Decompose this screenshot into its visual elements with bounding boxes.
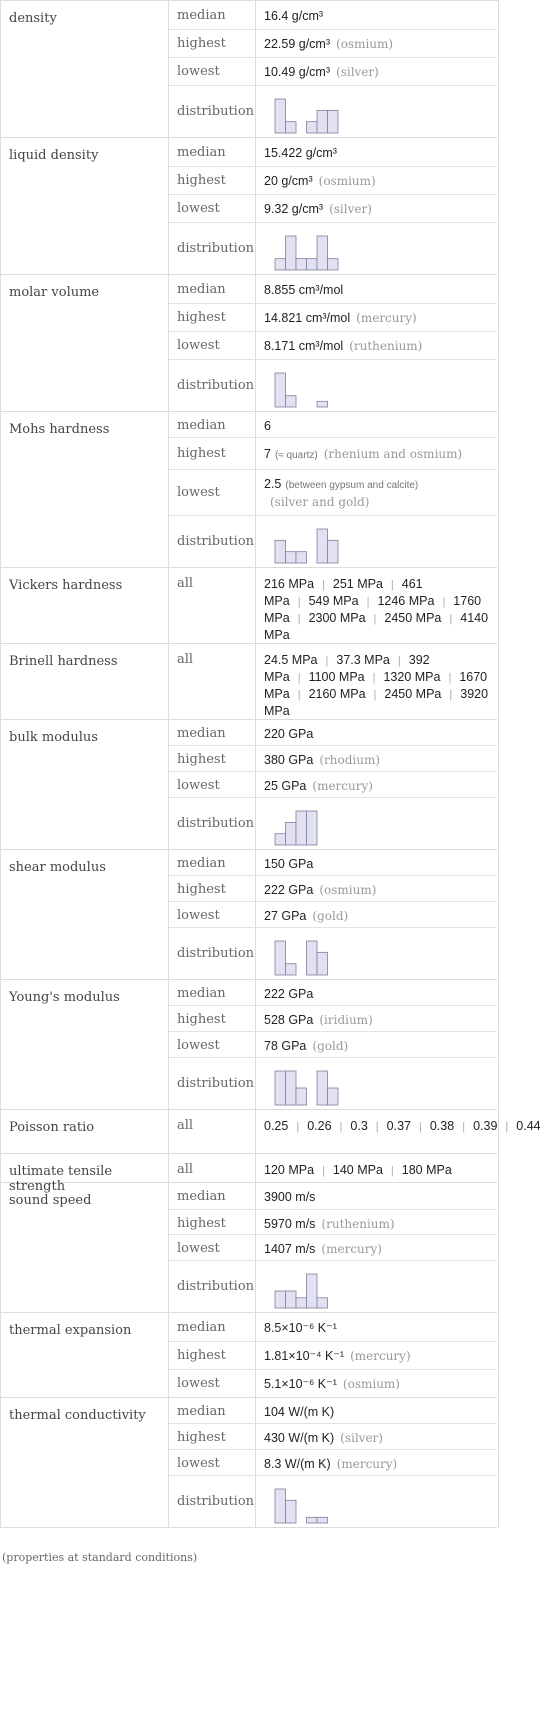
value-source: (mercury) [321,1242,382,1256]
value-separator: | [297,613,301,625]
value-text: 22.59 g/cm³ [264,37,331,51]
value-separator: | [373,689,377,701]
property-name: thermal expansion [9,1323,132,1338]
value-item: 24.5 MPa [264,653,318,667]
value-text: 1.81×10⁻⁴ K⁻¹ [264,1349,345,1363]
sub-label: highest [177,752,226,767]
value-text: 8.3 W/(m K) [264,1457,331,1471]
value-text: 222 GPa [264,883,314,897]
value-source: (ruthenium) [321,1217,395,1231]
sub-label: median [177,1319,226,1335]
value-text: 5970 m/s [264,1217,316,1231]
value-separator: | [462,1121,466,1133]
value-item: 0.37 [386,1119,411,1133]
sub-label: median [177,856,226,871]
value-text: 8.171 cm³/mol [264,339,344,353]
value-text: 222 GPa [264,987,314,1001]
property-name: Brinell hardness [9,654,118,669]
value-item: 1246 MPa [377,594,435,608]
sub-label: highest [177,1012,226,1027]
value-separator: | [322,579,325,591]
value-item: 0.44 [516,1119,541,1133]
value-separator: | [297,689,301,701]
value-source: (rhodium) [319,753,381,767]
sub-label: distribution [177,104,255,119]
sub-label: distribution [177,946,255,961]
value-source: (osmium) [319,883,377,897]
property-name: Mohs hardness [9,422,110,437]
value-item: 1670 MPa [264,670,488,701]
value-separator: | [505,1121,509,1133]
value-text: 2.5 [264,477,282,491]
sub-label: lowest [177,908,220,923]
property-name: bulk modulus [9,730,98,745]
sub-label: median [177,281,226,297]
value-text: 7 [264,447,271,461]
value-text: 430 W/(m K) [264,1431,335,1445]
value-text: 10.49 g/cm³ [264,65,331,79]
sub-label: highest [177,1216,226,1231]
sub-label: distribution [177,1494,255,1509]
sub-label: median [177,1189,226,1204]
value-source: (silver and gold) [270,495,370,509]
value-separator: | [296,1121,300,1133]
sub-label: all [177,576,194,591]
value-source: (silver) [329,202,372,216]
value-item: 3920 MPa [264,687,489,718]
value-text: 20 g/cm³ [264,174,313,188]
sub-label: highest [177,1430,226,1445]
value-separator: | [442,596,446,608]
value-separator: | [375,1121,379,1133]
value-text: 8.855 cm³/mol [264,282,344,297]
value-item: 2450 MPa [384,611,442,625]
value-item: 251 MPa [332,577,383,591]
property-name: sound speed [9,1193,92,1208]
property-name: thermal conductivity [9,1408,146,1423]
value-qualifier: (between gypsum and calcite) [285,480,419,491]
sub-label: distribution [177,241,255,256]
sub-label: lowest [177,64,220,79]
sub-label: distribution [177,816,255,831]
sub-label: median [177,726,226,741]
value-text: 220 GPa [264,727,314,741]
value-item: 1760 MPa [264,594,482,625]
value-item: 0.39 [473,1119,498,1133]
property-name: density [9,11,57,26]
value-source: (rhenium and osmium) [323,447,463,461]
value-text: 15.422 g/cm³ [264,145,337,160]
value-separator: | [325,655,329,667]
value-separator: | [397,655,401,667]
sub-label: highest [177,36,226,51]
value-text: 6 [264,419,271,433]
value-source: (mercury) [312,779,373,793]
value-item: 2450 MPa [384,687,442,701]
sub-label: lowest [177,338,220,353]
value-source: (iridium) [319,1013,373,1027]
sub-label: distribution [177,378,255,393]
value-item: 1320 MPa [383,670,441,684]
value-text: 3900 m/s [264,1190,316,1204]
value-text: 5.1×10⁻⁶ K⁻¹ [264,1377,337,1391]
value-text: 78 GPa [264,1039,307,1053]
sub-label: distribution [177,1076,255,1091]
value-qualifier: (≈ quartz) [274,450,318,461]
value-item: 0.25 [264,1119,289,1133]
value-item: 2300 MPa [308,611,366,625]
value-item: 0.3 [350,1119,368,1133]
value-source: (gold) [312,1039,349,1053]
sub-label: lowest [177,778,220,793]
value-separator: | [339,1121,343,1133]
value-source: (gold) [312,909,349,923]
footer-note: (properties at standard conditions) [2,1551,198,1564]
value-item: 2160 MPa [308,687,366,701]
value-item: 549 MPa [308,594,359,608]
value-item: 216 MPa [264,577,315,591]
value-item: 0.26 [307,1119,332,1133]
value-source: (mercury) [356,311,417,325]
value-source: (osmium) [342,1377,400,1391]
value-item: 37.3 MPa [336,653,390,667]
sub-label: distribution [177,1279,255,1294]
value-text: 1407 m/s [264,1242,316,1256]
sub-label: median [177,1404,226,1419]
value-item: 0.38 [429,1119,455,1133]
value-separator: | [297,596,301,608]
sub-label: all [177,1162,194,1177]
value-separator: | [373,613,377,625]
value-source: (silver) [336,65,379,79]
sub-label: median [177,7,226,23]
value-source: (osmium) [318,174,376,188]
sub-label: highest [177,882,226,897]
value-separator: | [419,1121,422,1133]
value-separator: | [390,1165,394,1177]
sub-label: lowest [177,1241,220,1256]
sub-label: median [177,418,226,433]
value-item: 392 MPa [264,653,430,684]
value-text: 14.821 cm³/mol [264,311,351,325]
property-name: Young's modulus [9,990,120,1005]
property-name: Poisson ratio [9,1120,95,1135]
value-separator: | [372,672,376,684]
value-text: 8.5×10⁻⁶ K⁻¹ [264,1320,337,1335]
sub-label: distribution [177,534,255,549]
value-separator: | [448,672,452,684]
sub-label: lowest [177,485,220,500]
value-text: 104 W/(m K) [264,1405,335,1419]
value-source: (silver) [340,1431,383,1445]
sub-label: all [177,1118,194,1133]
value-separator: | [322,1165,325,1177]
property-name: ultimate tensile strength [9,1164,113,1194]
sub-label: highest [177,1348,226,1363]
property-name: shear modulus [9,860,106,875]
value-separator: | [366,596,370,608]
value-item: 461 MPa [264,577,423,608]
value-item: 4140 MPa [264,611,489,642]
property-name: liquid density [9,148,99,163]
sub-label: highest [177,173,226,188]
sub-label: median [177,144,226,160]
property-name: molar volume [9,285,100,300]
sub-label: lowest [177,1038,220,1053]
value-text: 27 GPa [264,909,307,923]
sub-label: lowest [177,1376,220,1391]
sub-label: all [177,652,194,667]
value-separator: | [390,579,394,591]
value-item: 140 MPa [332,1163,383,1177]
sub-label: lowest [177,1456,220,1471]
property-name: Vickers hardness [9,578,123,593]
sub-label: highest [177,310,226,325]
value-item: 180 MPa [401,1163,452,1177]
value-source: (ruthenium) [349,339,423,353]
value-item: 1100 MPa [308,670,365,684]
sub-label: median [177,986,226,1001]
value-text: 9.32 g/cm³ [264,202,324,216]
value-text: 528 GPa [264,1013,314,1027]
value-separator: | [449,689,453,701]
value-source: (mercury) [336,1457,398,1471]
value-text: 25 GPa [264,779,307,793]
value-source: (mercury) [350,1349,411,1363]
sub-label: highest [177,446,226,461]
value-source: (osmium) [336,37,394,51]
value-item: 120 MPa [264,1163,315,1177]
value-text: 380 GPa [264,753,314,767]
value-text: 150 GPa [264,857,314,871]
value-separator: | [297,672,301,684]
sub-label: lowest [177,201,220,216]
value-text: 16.4 g/cm³ [264,8,324,23]
value-separator: | [449,613,453,625]
